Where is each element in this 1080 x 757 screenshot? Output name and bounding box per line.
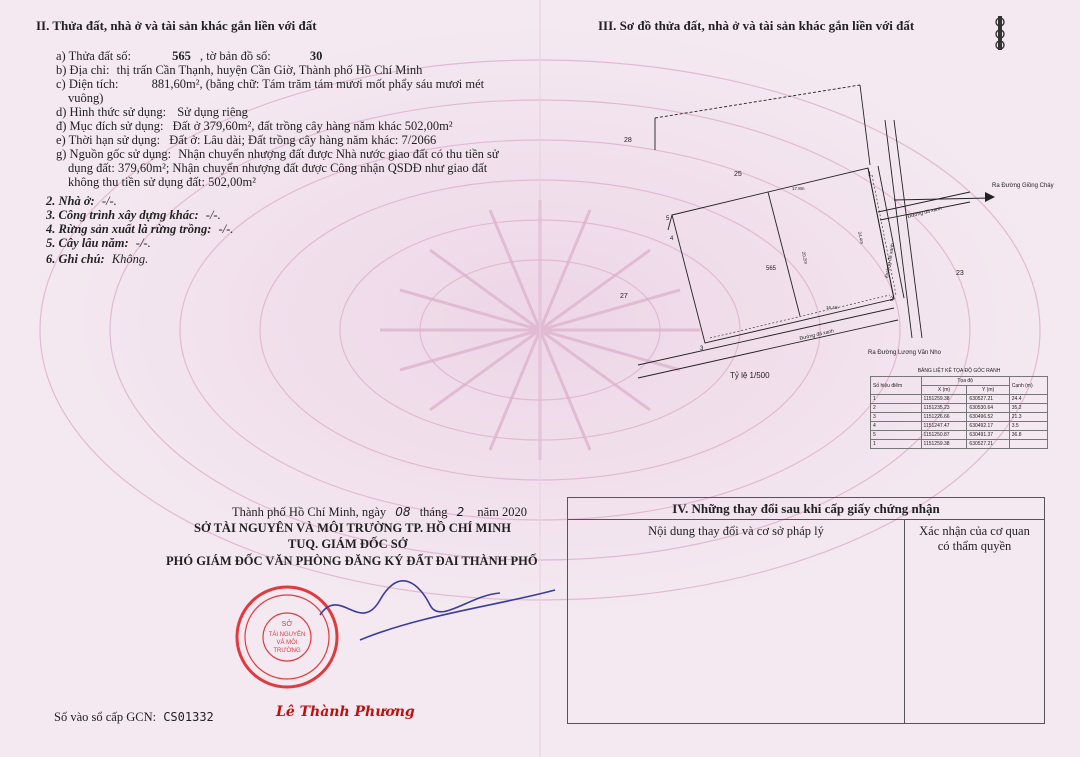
svg-text:VÀ MÔI: VÀ MÔI: [276, 640, 298, 646]
org-line-2: TUQ. GIÁM ĐỐC SỞ: [288, 537, 408, 551]
usage-purpose-row: đ) Mục đích sử dụng: Đất ở 379,60m², đất trồng cây hàng năm khác 502,00m²: [56, 119, 453, 133]
table-row: 4 1151247.47 630492.17 3.5: [871, 422, 1048, 431]
signer-name: Lê Thành Phương: [276, 704, 415, 720]
vertex-3: 3: [700, 346, 704, 352]
section-perennial: 5. Cây lâu năm: -/-.: [46, 236, 151, 250]
vertex-4: 4: [670, 236, 674, 242]
parcel-23: 23: [956, 270, 964, 277]
svg-text:TRƯỜNG: TRƯỜNG: [273, 648, 301, 654]
vertex-1: 1: [868, 172, 872, 178]
signature-scribble: [300, 575, 560, 645]
dim-middle: 20.2m: [801, 251, 809, 265]
section-house: 2. Nhà ở: -/-.: [46, 194, 117, 208]
gcn-row: Số vào sổ cấp GCN: CS01332: [54, 710, 214, 724]
svg-text:TÀI NGUYÊN: TÀI NGUYÊN: [268, 632, 306, 638]
road-label-2: Đường đá xanh: [884, 242, 897, 279]
map-sheet-number: 30: [309, 49, 323, 63]
section-notes: 6. Ghi chú: Không.: [46, 252, 149, 266]
changes-content-header: Nội dung thay đổi và cơ sở pháp lý: [648, 524, 824, 538]
parcel-565: 565: [766, 266, 777, 272]
dim-right: 24.4m: [857, 231, 865, 245]
changes-confirm-column: [905, 520, 1044, 723]
parcel-25: 25: [734, 171, 742, 178]
plan-scale: Tỷ lệ 1/500: [730, 371, 770, 380]
origin-row-cont: dụng đất: 379,60m²; Nhận chuyển nhượng đất được Công nhận QSDĐ như giao đất: [68, 161, 488, 175]
parcel-number-row: a) Thửa đất số: 565 , tờ bản đồ số: 30: [56, 49, 323, 63]
origin-row: g) Nguồn gốc sử dụng: Nhận chuyển nhượng đất được Nhà nước giao đất có thu tiền sử: [56, 147, 499, 161]
coordinate-table: BẢNG LIỆT KÊ TỌA ĐỘ GÓC RANH Số hiệu điểm Tọa độ Cạnh (m) X (m) Y (m) 1 1151259.38 630527.21 24.4 2 1151235.23 630530.64 35.2 3 1151226.66 630496.52 21.3 4 1151247.47 630492.17 3.5 5 1151250.87 630491.37 36.8 1 1151259.38 630527.21: [870, 368, 1048, 449]
road-label-1: Đường đá xanh: [907, 205, 943, 220]
road-label-luong-van-nho: Ra Đường Lương Văn Nho: [868, 350, 941, 356]
address-row: b) Địa chỉ: thị trấn Cần Thạnh, huyện Cần Giờ, Thành phố Hồ Chí Minh: [56, 63, 423, 77]
road-label-giong-chay: Ra Đường Giồng Cháy: [992, 183, 1054, 189]
changes-content-column: [568, 520, 905, 723]
changes-title: IV. Những thay đổi sau khi cấp giấy chứng nhận: [568, 498, 1044, 520]
parcel-28: 28: [624, 137, 632, 144]
parcel-plan: [560, 80, 1054, 400]
table-row: 2 1151235.23 630530.64 35.2: [871, 404, 1048, 413]
parcel-number: 565: [172, 49, 191, 63]
table-row: 3 1151226.66 630496.52 21.3: [871, 413, 1048, 422]
vertex-2: 2: [890, 297, 894, 303]
table-row: 1 1151259.38 630527.21: [871, 440, 1048, 449]
section-other-works: 3. Công trình xây dựng khác: -/-.: [46, 208, 221, 222]
right-heading: III. Sơ đồ thửa đất, nhà ở và tài sản khác gắn liền với đất: [598, 18, 915, 33]
usage-form-row: d) Hình thức sử dụng: Sử dụng riêng: [56, 105, 248, 119]
date-year: 2020: [502, 505, 528, 519]
dim-top: 17.8m: [792, 186, 805, 191]
parcel-27: 27: [620, 293, 628, 300]
coord-table-title: BẢNG LIỆT KÊ TỌA ĐỘ GÓC RANH: [917, 368, 1001, 374]
dim-bottom: 16.4m: [826, 305, 839, 310]
date-day: 08: [395, 505, 411, 519]
emblem-icon: [990, 14, 1010, 52]
table-row: 1 1151259.38 630527.21 24.4: [871, 395, 1048, 404]
area-row-cont: vuông): [68, 91, 104, 105]
svg-text:SỞ: SỞ: [281, 621, 293, 628]
changes-table: [567, 497, 1045, 724]
origin-row-cont2: không thu tiền sử dụng đất: 502,00m²: [68, 175, 256, 189]
gcn-value: CS01332: [163, 710, 214, 724]
usage-term-row: e) Thời hạn sử dụng: Đất ở: Lâu dài; Đất trồng cây hàng năm khác: 7/2066: [56, 133, 437, 147]
date-line: Thành phố Hồ Chí Minh, ngày 08 tháng 2 năm 2020: [232, 505, 528, 519]
date-month: 2: [456, 505, 465, 519]
section-forest: 4. Rừng sản xuất là rừng trồng: -/-.: [46, 222, 234, 236]
table-row: 5 1151250.87 630491.37 36.8: [871, 431, 1048, 440]
area-row: c) Diện tích: 881,60m², (bằng chữ: Tám trăm tám mươi mốt phẩy sáu mươi mét: [56, 77, 485, 91]
road-label-3: Đường đá xanh: [799, 328, 835, 342]
left-heading: II. Thửa đất, nhà ở và tài sản khác gắn liền với đất: [36, 18, 317, 33]
changes-confirm-header: Xác nhận của cơ quan có thẩm quyền: [919, 524, 1030, 553]
org-line-1: SỞ TÀI NGUYÊN VÀ MÔI TRƯỜNG TP. HỒ CHÍ MINH: [194, 521, 511, 535]
org-line-3: PHÓ GIÁM ĐỐC VĂN PHÒNG ĐĂNG KÝ ĐẤT ĐAI THÀNH PHỐ: [166, 554, 538, 568]
vertex-5: 5: [666, 216, 670, 222]
